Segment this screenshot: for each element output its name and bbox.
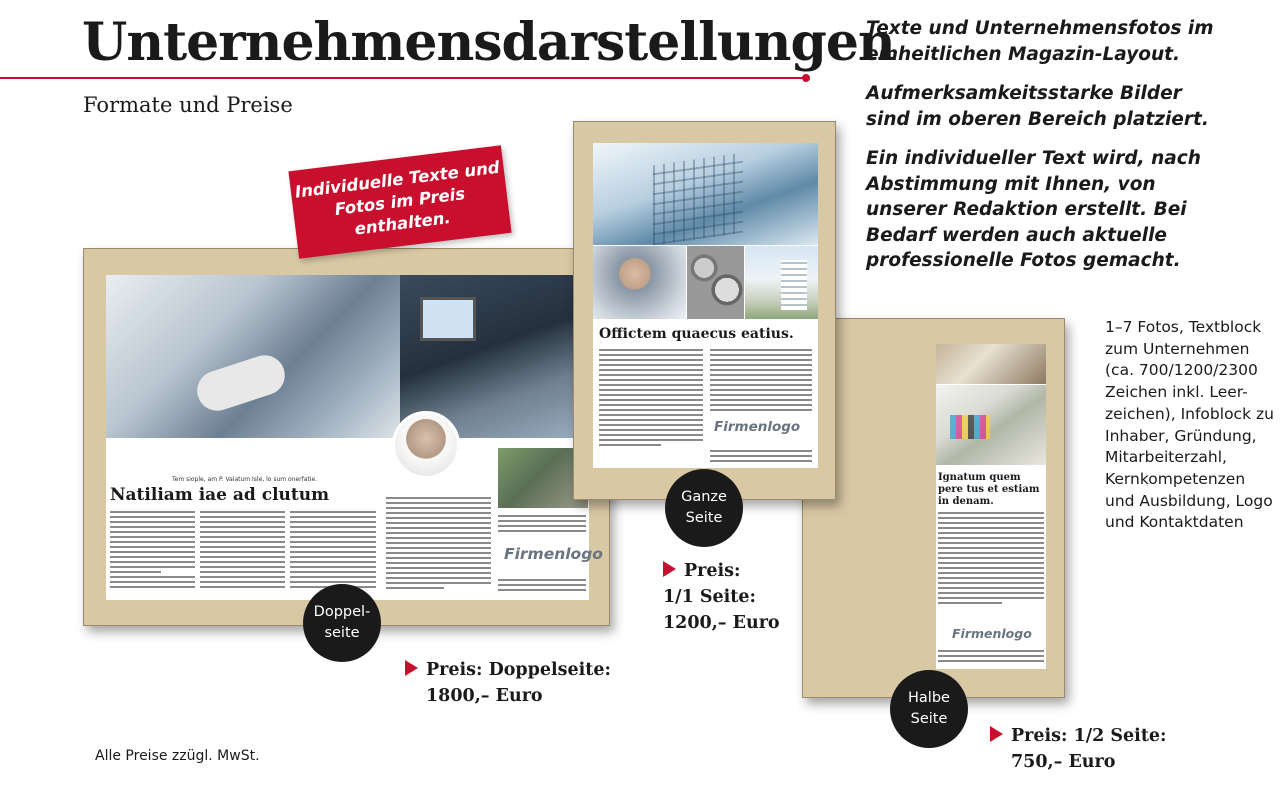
badge-label: Doppel-seite [313,604,371,641]
text-column [938,512,1044,607]
half-page-layout [936,344,1046,669]
full-page-headline: Offictem quaecus eatius. [599,326,794,342]
text-column [110,511,195,591]
text-column [290,511,376,591]
company-logo-placeholder: Firmenlogo [714,419,801,435]
double-page-headline: Natiliam iae ad clutum [110,485,330,505]
book-photo [936,344,1046,384]
full-page-price [663,558,780,636]
office-building-photo [593,143,818,245]
vat-footnote: Alle Preise zzügl. MwSt. [95,748,260,764]
half-page-price [990,723,1167,775]
price-value: 1800,– Euro [426,686,543,706]
half-page-headline: Ignatum quem pere tus et estiam in denam. [938,472,1040,507]
info-block [498,515,586,535]
half-page-mockup [802,318,1065,698]
price-label: Preis: [684,561,741,581]
color-swatch-photo [936,385,1046,465]
price-size: 1/1 Seite: [663,587,756,607]
double-page-mockup [83,248,610,626]
page-title: Unternehmensdarstellungen [82,12,895,73]
arrow-right-icon [663,561,676,577]
pipes-photo [687,246,744,319]
text-column [710,349,812,414]
half-page-badge [890,670,968,748]
double-page-badge [303,584,381,662]
feature-description: 1–7 Fotos, Textblock zum Unternehmen (ca. 700/1200/2300 Zeichen inkl. Leer-zeichen), Infoblock zu Inhaber, Gründung, Mitarbeiterzahl, Kernkompetenzen und Ausbildung, Logo und Kontaktdaten [1105,318,1274,532]
double-page-price [405,657,611,709]
company-logo-placeholder: Firmenlogo [504,545,603,563]
price-value: 750,– Euro [1011,752,1116,772]
price-label: Preis: Doppelseite: [426,660,611,680]
portrait-photo [392,411,460,479]
printing-press-photo [106,275,400,438]
price-value: 1200,– Euro [663,613,780,633]
tower-photo [745,246,818,319]
businessman-photo [593,246,686,319]
intro-text [866,16,1226,288]
title-underline [0,77,806,79]
price-label: Preis: 1/2 Seite: [1011,726,1167,746]
text-column [386,497,491,592]
title-underline-dot [802,74,810,82]
text-column [200,511,285,591]
contact-block [710,450,812,465]
full-page-layout [593,143,818,468]
arrow-right-icon [405,660,418,676]
arrow-right-icon [990,726,1003,742]
badge-label: Halbe Seite [908,690,950,727]
page-subtitle: Formate und Preise [83,93,293,117]
badge-label: Ganze Seite [681,489,727,526]
intro-paragraph-2: Aufmerksamkeitsstarke Bilder sind im oberen Bereich platziert. [866,83,1209,130]
full-page-mockup [573,121,836,500]
included-banner: Individuelle Texte und Fotos im Preis enthalten. [288,145,511,258]
contact-block [938,650,1044,665]
contact-block [498,579,586,594]
double-page-caption: Tem siople, am P. Valatum Isle, lo sum onerfatie. [172,476,318,483]
company-logo-placeholder: Firmenlogo [952,626,1032,641]
full-page-badge [665,469,743,547]
text-column [599,349,703,449]
intro-paragraph-1: Texte und Unternehmensfotos im einheitlichen Magazin-Layout. [866,18,1214,65]
double-page-spread [106,275,603,600]
intro-paragraph-3: Ein individueller Text wird, nach Abstimmung mit Ihnen, von unserer Redaktion erstellt. Bei Bedarf werden auch aktuelle professionelle Fotos gemacht. [866,148,1201,271]
